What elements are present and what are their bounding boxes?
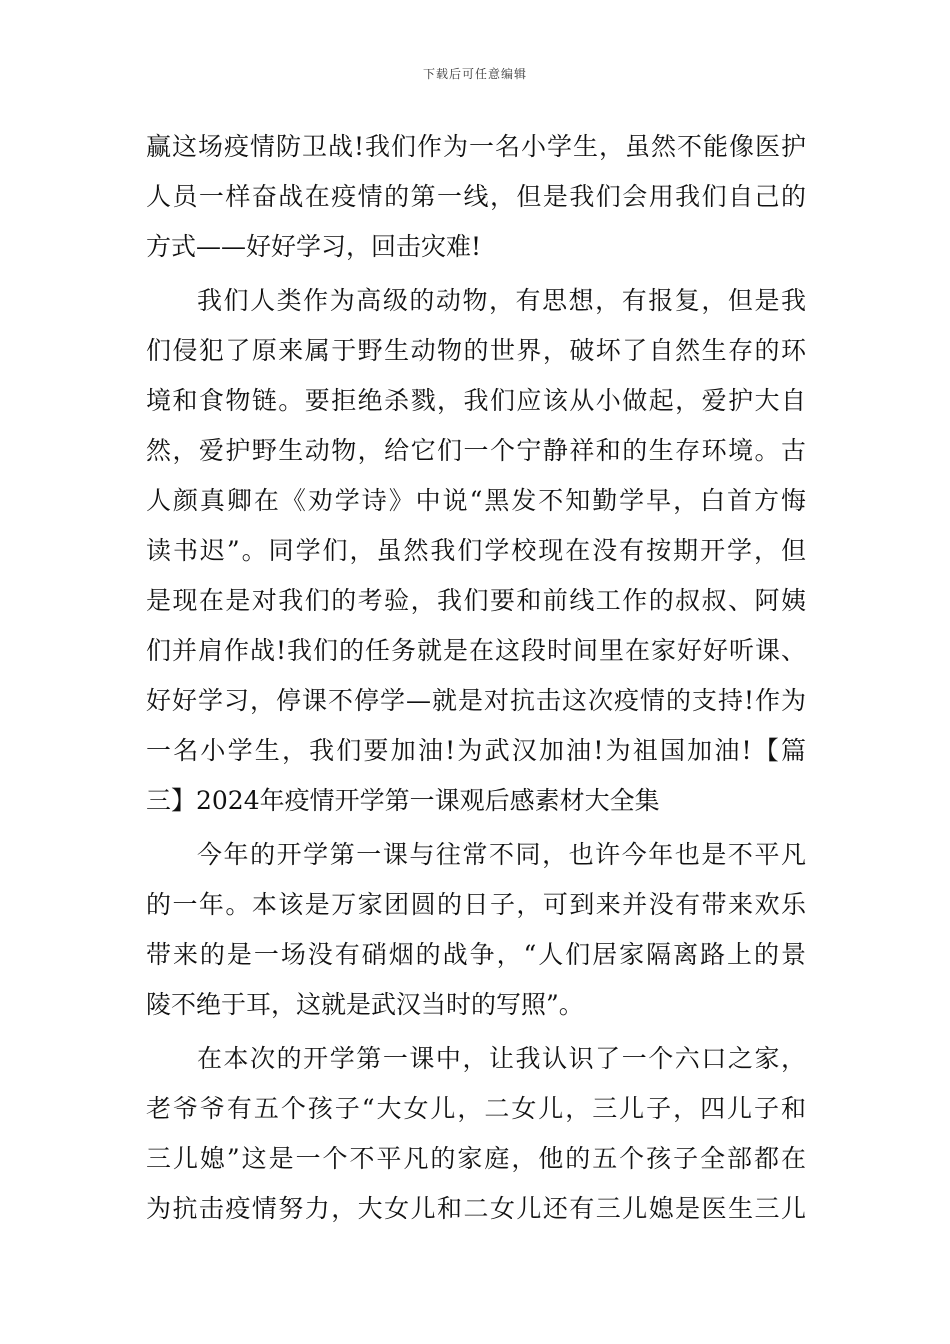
text-line: 好好学习，停课不停学—就是对抗击这次疫情的支持!作为 (146, 686, 806, 715)
text-line: 方式——好好学习，回击灾难! (146, 232, 482, 261)
text-line: 是现在是对我们的考验，我们要和前线工作的叔叔、阿姨 (146, 586, 806, 615)
text-line: 然，爱护野生动物，给它们一个宁静祥和的生存环境。古 (146, 436, 806, 465)
paragraph-2 (146, 276, 806, 826)
text-line: 带来的是一场没有硝烟的战争，“人们居家隔离路上的景 (146, 940, 806, 969)
text-line: 人员一样奋战在疫情的第一线，但是我们会用我们自己的 (146, 182, 806, 211)
paragraph-1 (146, 122, 806, 272)
document-body (146, 122, 806, 1234)
text-line: 境和食物链。要拒绝杀戮，我们应该从小做起，爱护大自 (146, 386, 806, 415)
text-line: 为抗击疫情努力，大女儿和二女儿还有三儿媳是医生三儿 (146, 1194, 806, 1223)
text-line: 我们人类作为高级的动物，有思想，有报复，但是我 (197, 286, 806, 315)
text-line: 的一年。本该是万家团圆的日子，可到来并没有带来欢乐 (146, 890, 806, 919)
text-line: 老爷爷有五个孩子“大女儿，二女儿，三儿子，四儿子和 (146, 1094, 806, 1123)
text-line: 赢这场疫情防卫战!我们作为一名小学生，虽然不能像医护 (146, 132, 806, 161)
text-line: 三】2024年疫情开学第一课观后感素材大全集 (146, 786, 660, 815)
text-line: 们并肩作战!我们的任务就是在这段时间里在家好好听课、 (146, 636, 806, 665)
paragraph-3 (146, 830, 806, 1030)
text-line: 一名小学生，我们要加油!为武汉加油!为祖国加油!【篇 (146, 736, 806, 765)
text-line: 在本次的开学第一课中，让我认识了一个六口之家， (197, 1044, 806, 1073)
text-line: 人颜真卿在《劝学诗》中说“黑发不知勤学早，白首方悔 (146, 486, 806, 515)
text-line: 今年的开学第一课与往常不同，也许今年也是不平凡 (197, 840, 806, 869)
text-line: 陵不绝于耳，这就是武汉当时的写照”。 (146, 990, 584, 1019)
text-line: 们侵犯了原来属于野生动物的世界，破坏了自然生存的环 (146, 336, 806, 365)
text-line: 读书迟”。同学们，虽然我们学校现在没有按期开学，但 (146, 536, 806, 565)
paragraph-4 (146, 1034, 806, 1234)
page-header: 下载后可任意编辑 (422, 67, 527, 81)
text-line: 三儿媳”这是一个不平凡的家庭，他的五个孩子全部都在 (146, 1144, 806, 1173)
